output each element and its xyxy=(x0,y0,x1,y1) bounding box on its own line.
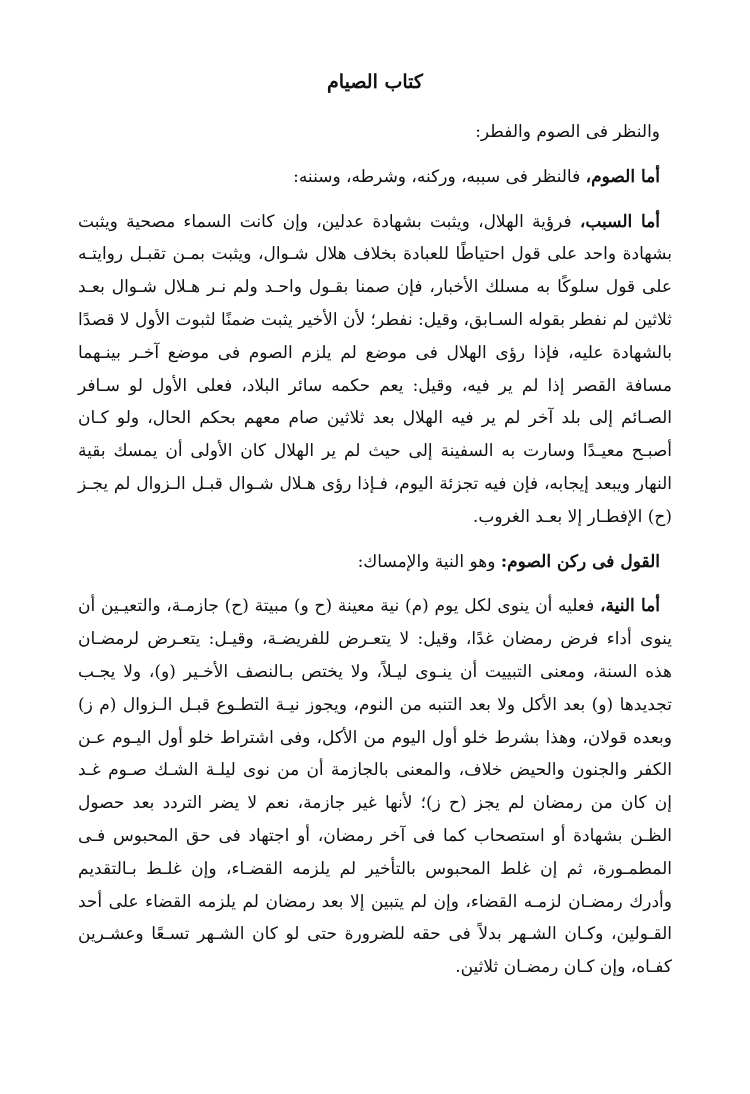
paragraph-lead: أما النية، xyxy=(599,596,660,617)
paragraph-text: وهو النية والإمساك: xyxy=(357,551,501,572)
paragraph-fasting xyxy=(78,161,672,194)
paragraph-cause xyxy=(78,206,672,534)
paragraph-intention xyxy=(78,590,672,984)
paragraph-lead: أما الصوم، xyxy=(585,166,660,187)
paragraph-text: فالنظر فى سببه، وركنه، وشرطه، وسننه: xyxy=(293,166,586,187)
paragraph-text: فرؤية الهلال، ويثبت بشهادة عدلين، وإن كانت السماء مصحية ويثبت بشهادة واحد على قول احتياطًا للعبادة بخلاف هلال شـوال، ويثبت بمـن تقبـل روايتـه على قول سلوكًا به مسلك الأخبار، فإن صمنا بقـول واحـد ولم نـر هـلال شـوال بعـد ثلاثين لم نفطر بقوله السـابق، وقيل: نفطر؛ لأن الأخير يثبت ضمنًا لثبوت الأول لا قصدًا بالشهادة عليه، فإذا رؤى الهلال فى موضع لم يلزم الصوم فى موضع آخـر بينـهما مسافة القصر إذا لم ير فيه، وقيل: يعم حكمه سائر البلاد، فعلى الأول لو سـافر الصـائم إلى بلد آخر لم ير فيه الهلال بعد ثلاثين صام معهم بحكم الحال، ولو كـان أصبـح معيـدًا وسارت به السفينة إلى حيث لم ير الهلال كان الأولى أن يمسك بقية النهار ويبعد إيجابه، فإن فيه تجزئة اليوم، فـإذا رؤى هـلال شـوال قبـل الـزوال لم يجـز (ح) الإفطـار إلا بعـد الغروب. xyxy=(78,211,672,527)
paragraph-pillar xyxy=(78,546,672,579)
paragraph-lead: القول فى ركن الصوم: xyxy=(500,551,660,572)
document-page xyxy=(78,62,672,996)
paragraph-text: فعليه أن ينوى لكل يوم (م) نية معينة (ح و) مبيتة (ح) جازمـة، والتعيـين أن ينوى أداء فرض رمضان غدًا، وقيل: لا يتعـرض للفريضـة، وقيـل: يتعـرض لرمضـان هذه السنة، ومعنى التبييت أن ينـوى ليـلاً، ولا يختص بـالنصف الأخـير (و)، ولا يجـب تجديدها (و) بعد الأكل ولا بعد التنبه من النوم، ويجوز نيـة التطـوع قبـل الـزوال (م ز) وبعده قولان، وهذا بشرط خلو أول اليوم من الأكل، وفى اشتراط خلو أول اليـوم عـن الكفر والجنون والحيض خلاف، والمعنى بالجازمة أن من نوى ليلـة الشـك صـوم غـد إن كان من رمضان لم يجز (ح ز)؛ لأنها غير جازمة، نعم لا يضر التردد بعد حصول الظـن بشهادة أو استصحاب كما فى آخر رمضان، أو اجتهاد فى حق المحبوس فـى المطمـورة، ثم إن غلط المحبوس بالتأخير لم يلزمه القضـاء، وإن غلـط بـالتقديم وأدرك رمضـان لزمـه القضاء، وإن لم يتبين إلا بعد رمضان لم يلزمه القضاء على أحد القـولين، وكـان الشـهر بدلاً فى حقه للضرورة حتى لو كان الشـهر تسـعًا وعشـرين كفـاه، وإن كـان رمضـان ثلاثين. xyxy=(78,596,672,978)
paragraph-text: والنظر فى الصوم والفطر: xyxy=(475,122,660,142)
page-title: كتاب الصيام xyxy=(327,71,423,93)
paragraph-intro xyxy=(78,116,672,149)
paragraph-lead: أما السبب، xyxy=(579,211,660,232)
